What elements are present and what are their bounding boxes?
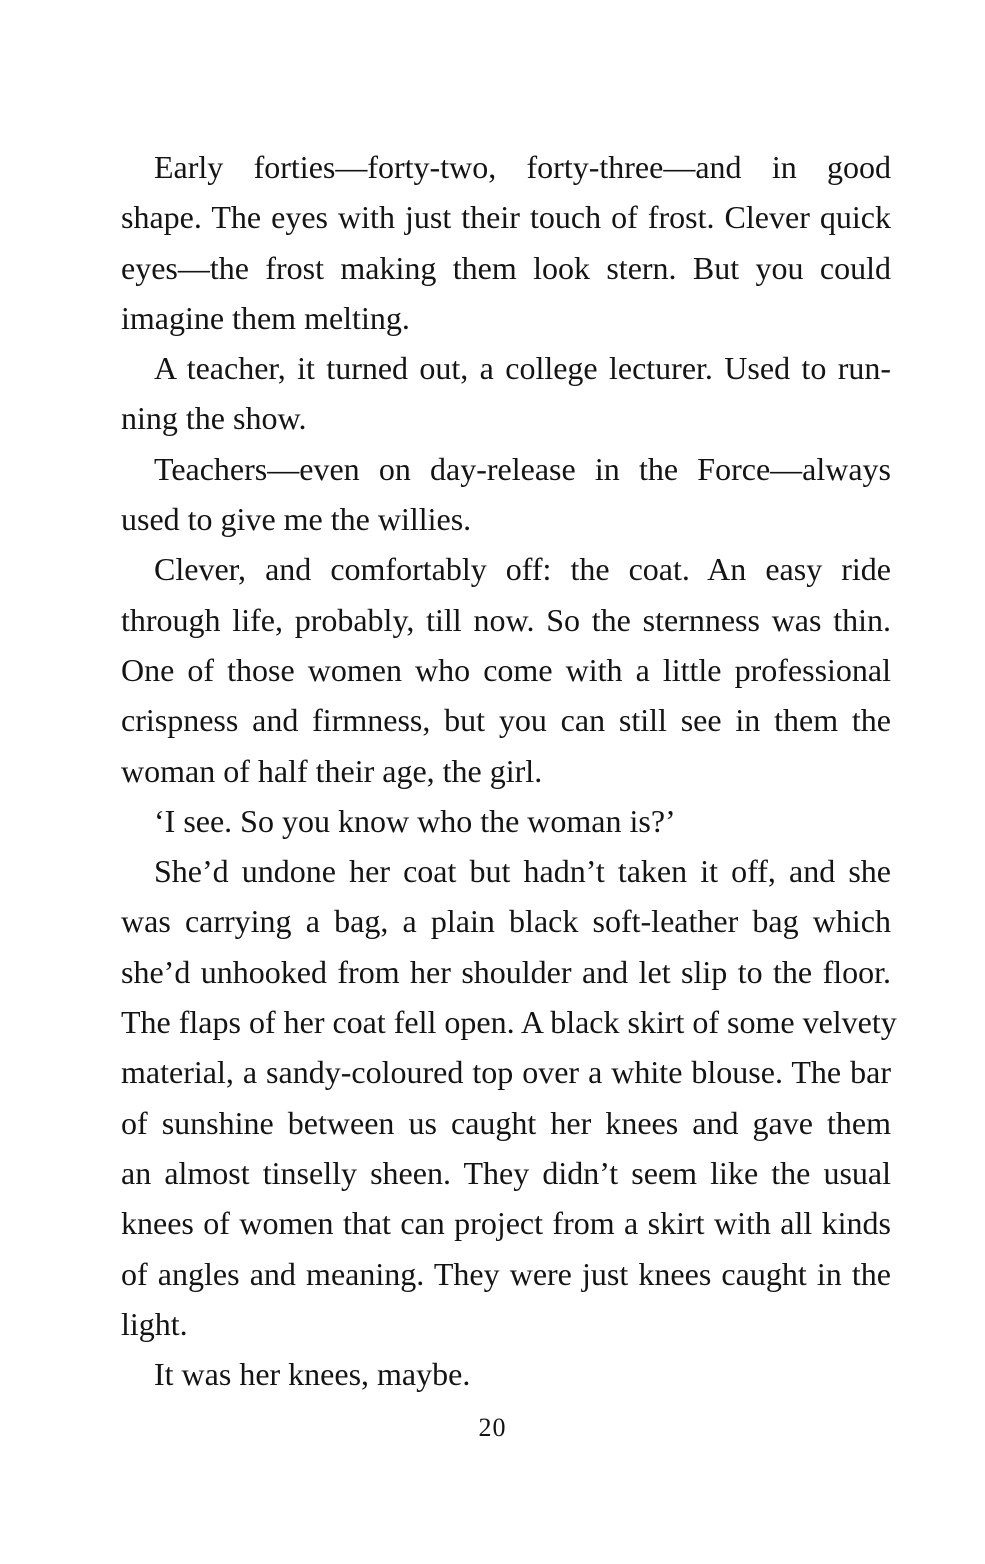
book-page-body (121, 142, 897, 1399)
text-line: imagine them melting. (121, 299, 410, 336)
text-line: Teachers—even on day-release in the Force—always (154, 450, 891, 487)
text-line: She’d undone her coat but hadn’t taken it off, and she (154, 853, 891, 890)
text-line: ‘I see. So you know who the woman is?’ (154, 802, 676, 839)
text-line: of sunshine between us caught her knees and gave them (121, 1104, 891, 1141)
text-line: crispness and firmness, but you can still see in them the (121, 702, 891, 739)
text-line: A teacher, it turned out, a college lecturer. Used to run- (154, 350, 891, 387)
text-line: light. (121, 1305, 188, 1342)
text-line: through life, probably, till now. So the sternness was thin. (121, 601, 891, 638)
text-line: ning the show. (121, 400, 307, 437)
text-line: woman of half their age, the girl. (121, 752, 543, 789)
text-line: she’d unhooked from her shoulder and let slip to the floor. (121, 953, 891, 990)
text-line: One of those women who come with a little professional (121, 651, 891, 688)
text-line: of angles and meaning. They were just knees caught in the (121, 1255, 891, 1292)
text-line: eyes—the frost making them look stern. But you could (121, 249, 891, 286)
text-line: knees of women that can project from a skirt with all kinds (121, 1205, 891, 1242)
text-line: used to give me the willies. (121, 501, 472, 538)
page-number: 20 (478, 1413, 507, 1442)
text-line: Early forties—forty-two, forty-three—and in good (154, 149, 891, 185)
text-line: Clever, and comfortably off: the coat. An easy ride (154, 551, 891, 588)
text-line: It was her knees, maybe. (154, 1356, 471, 1393)
text-line: an almost tinselly sheen. They didn’t seem like the usual (121, 1154, 891, 1191)
text-line: shape. The eyes with just their touch of frost. Clever quick (121, 199, 891, 236)
text-line: The flaps of her coat fell open. A black skirt of some velvety (121, 1004, 897, 1041)
text-line: material, a sandy-coloured top over a white blouse. The bar (121, 1054, 891, 1091)
text-line: was carrying a bag, a plain black soft-leather bag which (121, 903, 891, 940)
